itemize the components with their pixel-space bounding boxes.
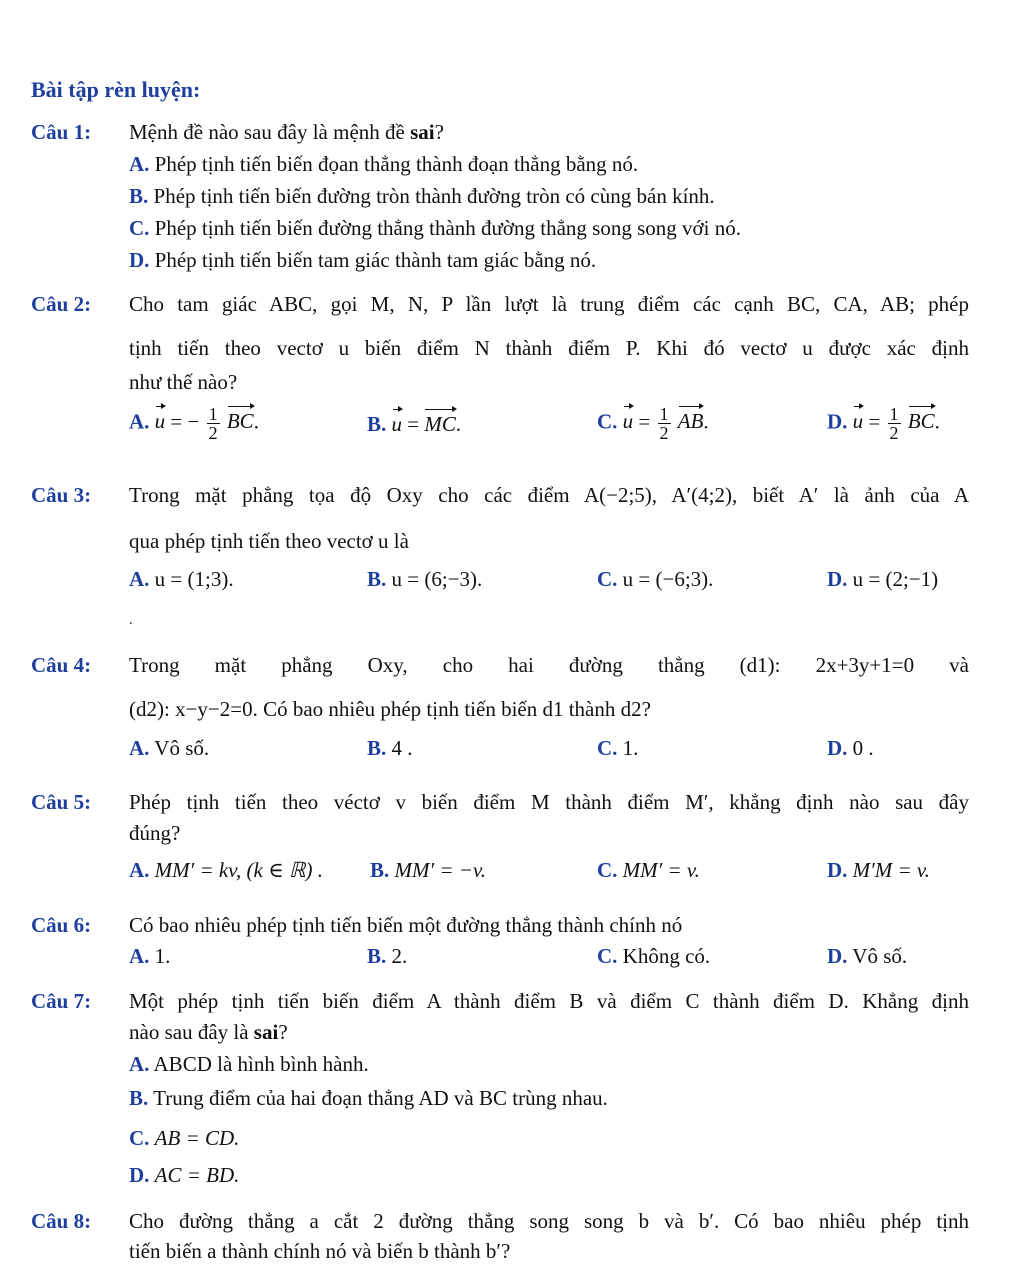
- question-2-option-d: [827, 405, 940, 442]
- question-7-option-d: [129, 1162, 239, 1188]
- question-2-option-b: [367, 411, 461, 437]
- question-2-option-c: [597, 405, 709, 442]
- question-6-option-a: [129, 943, 170, 969]
- question-1-option-a: [129, 151, 638, 177]
- question-2-label: Câu 2:: [31, 292, 92, 316]
- question-1-option-c: [129, 215, 741, 241]
- fraction: [888, 405, 901, 442]
- question-7-line-2-post: ?: [278, 1020, 288, 1044]
- option-key: C.: [597, 409, 618, 434]
- option-end: .: [934, 409, 940, 434]
- vector-mc: MC: [424, 412, 456, 436]
- option-key: A.: [129, 944, 150, 968]
- option-key: C.: [597, 736, 618, 760]
- question-8-label: Câu 8:: [31, 1209, 92, 1233]
- option-text: u = (1;3).: [154, 567, 234, 591]
- fraction-denominator: 2: [889, 423, 899, 443]
- question-5-line-1: Phép tịnh tiến theo véctơ v biến điểm M thành điểm M′, khẳng định nào sau đây: [129, 790, 969, 814]
- question-5-label: Câu 5:: [31, 790, 92, 814]
- option-text: Trung điểm của hai đoạn thẳng AD và BC trùng nhau.: [153, 1086, 608, 1110]
- question-1-option-b: [129, 183, 715, 209]
- question-8-line-1: Cho đường thẳng a cắt 2 đường thẳng song song b và b′. Có bao nhiêu phép tịnh: [129, 1209, 969, 1233]
- option-key: A.: [129, 1052, 150, 1076]
- question-3-line-1: Trong mặt phẳng tọa độ Oxy cho các điểm A(−2;5), A′(4;2), biết A′ là ảnh của A: [129, 483, 969, 507]
- option-end: .: [703, 409, 709, 434]
- option-text: Không có.: [622, 944, 711, 968]
- question-2-option-a: [129, 405, 259, 442]
- vector-u: u: [852, 409, 864, 434]
- stray-dot: .: [129, 613, 133, 628]
- option-text: u = (6;−3).: [391, 567, 483, 591]
- option-text: AB = CD.: [154, 1126, 240, 1150]
- question-1-text-bold: sai: [410, 120, 435, 144]
- option-key: D.: [129, 248, 150, 272]
- option-text: AC = BD.: [154, 1163, 240, 1187]
- question-2-line-2: tịnh tiến theo vectơ u biến điểm N thành điểm P. Khi đó vectơ u được xác định: [129, 336, 969, 360]
- option-text: 2.: [391, 944, 408, 968]
- option-key: C.: [597, 858, 618, 882]
- option-text: ABCD là hình bình hành.: [153, 1052, 369, 1076]
- question-5-option-c: [597, 857, 700, 883]
- option-key: D.: [129, 1163, 150, 1187]
- option-end: .: [253, 409, 259, 434]
- option-text: Phép tịnh tiến biến đọan thẳng thành đoạn thẳng bằng nó.: [154, 152, 639, 176]
- fraction: [658, 405, 671, 442]
- question-4-line-2: (d2): x−y−2=0. Có bao nhiêu phép tịnh tiến biến d1 thành d2?: [129, 697, 651, 721]
- option-key: B.: [370, 858, 390, 882]
- question-3-option-a: [129, 566, 234, 592]
- option-key: A.: [129, 567, 150, 591]
- option-key: C.: [597, 567, 618, 591]
- option-text: Vô số.: [852, 944, 908, 968]
- option-key: C.: [597, 944, 618, 968]
- question-1-text-post: ?: [434, 120, 444, 144]
- vector-u: u: [154, 409, 166, 434]
- equals-sign: =: [407, 412, 420, 436]
- question-7-option-c: [129, 1125, 239, 1151]
- question-1-label: Câu 1:: [31, 120, 92, 144]
- question-5-option-d: [827, 857, 930, 883]
- vector-ab: AB: [677, 409, 704, 434]
- option-key: D.: [827, 858, 848, 882]
- option-key: D.: [827, 567, 848, 591]
- question-7-option-a: [129, 1051, 369, 1077]
- question-2-line-1: Cho tam giác ABC, gọi M, N, P lần lượt là trung điểm các cạnh BC, CA, AB; phép: [129, 292, 969, 316]
- option-key: A.: [129, 736, 150, 760]
- option-key: A.: [129, 858, 150, 882]
- question-7-line-2-bold: sai: [253, 1020, 279, 1044]
- question-4-line-1: Trong mặt phẳng Oxy, cho hai đường thẳng (d1): 2x+3y+1=0 và: [129, 653, 969, 677]
- option-key: C.: [129, 216, 150, 240]
- equals-sign: =: [868, 409, 881, 434]
- option-text: 0 .: [852, 736, 874, 760]
- question-8-line-2: tiến biến a thành chính nó và biến b thành b′?: [129, 1239, 511, 1263]
- option-key: D.: [827, 409, 848, 434]
- question-5-option-a: [129, 857, 323, 883]
- option-text: Phép tịnh tiến biến đường tròn thành đường tròn có cùng bán kính.: [153, 184, 715, 208]
- question-3-label: Câu 3:: [31, 483, 92, 507]
- fraction: [207, 405, 220, 442]
- question-1-option-d: [129, 247, 596, 273]
- option-key: B.: [367, 412, 387, 436]
- vector-u: u: [391, 412, 403, 436]
- fraction-denominator: 2: [208, 423, 218, 443]
- vector-bc: BC: [226, 409, 254, 434]
- option-key: C.: [129, 1126, 150, 1150]
- option-key: B.: [367, 736, 387, 760]
- question-4-label: Câu 4:: [31, 653, 92, 677]
- option-text: MM′ = −v.: [394, 858, 486, 882]
- question-2-line-3: như thế nào?: [129, 370, 238, 394]
- option-key: A.: [129, 152, 150, 176]
- question-3-line-2: qua phép tịnh tiến theo vectơ u là: [129, 529, 409, 553]
- option-key: B.: [129, 1086, 149, 1110]
- option-key: D.: [827, 736, 848, 760]
- option-end: .: [455, 412, 462, 436]
- question-7-option-b: [129, 1085, 608, 1111]
- question-7-label: Câu 7:: [31, 989, 92, 1013]
- option-text: Phép tịnh tiến biến tam giác thành tam giác bằng nó.: [154, 248, 597, 272]
- vector-bc: BC: [907, 409, 935, 434]
- question-6-option-c: [597, 943, 710, 969]
- question-1-text: [129, 119, 444, 145]
- page-heading: Bài tập rèn luyện:: [31, 77, 201, 102]
- question-4-option-d: [827, 735, 874, 761]
- question-7-line-2-pre: nào sau đây là: [129, 1020, 254, 1044]
- option-text: u = (−6;3).: [622, 567, 714, 591]
- option-key: B.: [367, 944, 387, 968]
- option-text: 1.: [154, 944, 171, 968]
- option-text: Vô số.: [154, 736, 210, 760]
- fraction-numerator: 1: [889, 404, 899, 424]
- question-3-option-d: [827, 566, 938, 592]
- fraction-denominator: 2: [659, 423, 669, 443]
- question-1-text-pre: Mệnh đề nào sau đây là mệnh đề: [129, 120, 411, 144]
- question-3-option-b: [367, 566, 482, 592]
- equals-sign: =: [638, 409, 651, 434]
- option-key: B.: [367, 567, 387, 591]
- question-6-option-b: [367, 943, 407, 969]
- option-text: MM′ = v.: [622, 858, 700, 882]
- fraction-numerator: 1: [659, 404, 669, 424]
- fraction-numerator: 1: [208, 404, 218, 424]
- option-text: 4 .: [391, 736, 413, 760]
- option-text: M′M = v.: [852, 858, 930, 882]
- question-4-option-a: [129, 735, 209, 761]
- question-4-option-c: [597, 735, 638, 761]
- option-text: 1.: [622, 736, 639, 760]
- question-6-option-d: [827, 943, 907, 969]
- question-5-option-b: [370, 857, 486, 883]
- question-3-option-c: [597, 566, 713, 592]
- option-text: u = (2;−1): [852, 567, 939, 591]
- equals-sign: = −: [170, 409, 200, 434]
- option-key: A.: [129, 409, 150, 434]
- question-6-label: Câu 6:: [31, 913, 92, 937]
- option-text: Phép tịnh tiến biến đường thẳng thành đường thẳng song song với nó.: [154, 216, 741, 240]
- option-key: D.: [827, 944, 848, 968]
- option-key: B.: [129, 184, 149, 208]
- vector-u: u: [622, 409, 634, 434]
- option-text: MM′ = kv, (k ∈ ℝ) .: [154, 858, 323, 882]
- question-6-text: Có bao nhiêu phép tịnh tiến biến một đường thẳng thành chính nó: [129, 913, 683, 937]
- question-7-line-2: [129, 1019, 288, 1045]
- question-5-line-2: đúng?: [129, 821, 181, 845]
- question-7-line-1: Một phép tịnh tiến biến điểm A thành điểm B và điểm C thành điểm D. Khẳng định: [129, 989, 969, 1013]
- question-4-option-b: [367, 735, 413, 761]
